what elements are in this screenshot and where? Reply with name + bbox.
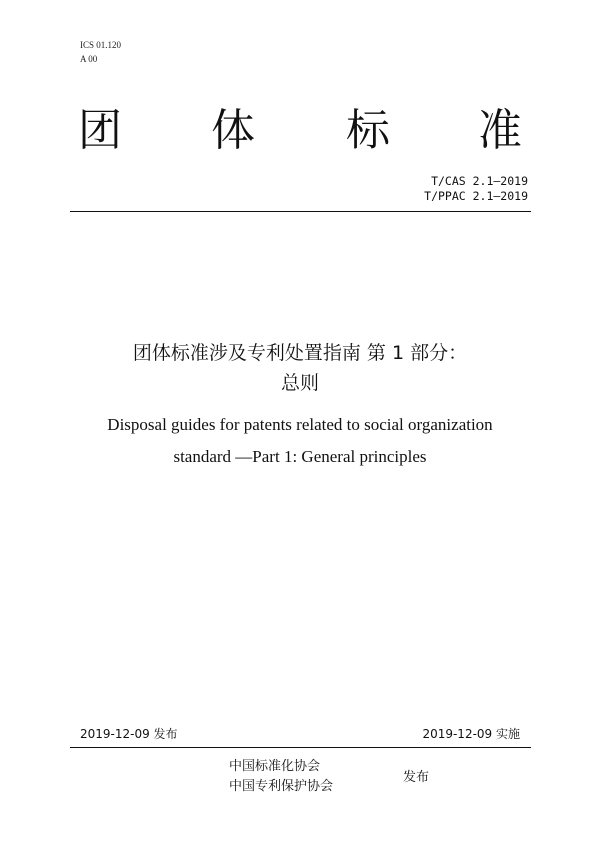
issue-date: 2019-12-09 发布 [80, 727, 178, 741]
title-english-line2: standard —Part 1: General principles [173, 447, 427, 466]
title-chinese-line1: 团体标准涉及专利处置指南 第 1 部分： [132, 342, 468, 364]
publisher-org-2: 中国专利保护协会 [229, 779, 334, 794]
standard-type-heading [78, 103, 530, 163]
standard-number-ppac: T/PPAC 2.1—2019 [424, 189, 528, 203]
top-divider [70, 211, 531, 212]
standard-type-char: 准 [478, 105, 522, 156]
standard-type-char: 标 [346, 105, 390, 156]
implementation-date: 2019-12-09 实施 [422, 727, 520, 741]
title-english-line1: Disposal guides for patents related to social organization [107, 415, 493, 434]
standard-number-cas: T/CAS 2.1—2019 [431, 174, 528, 188]
standard-numbers [424, 174, 528, 204]
ccs-code: A 00 [80, 54, 98, 64]
standard-type-char: 体 [211, 105, 255, 156]
title-chinese-line2: 总则 [280, 372, 319, 394]
ics-code: ICS 01.120 [80, 40, 122, 50]
standard-type-char: 团 [78, 105, 122, 156]
classification-codes [80, 38, 121, 66]
publish-label: 发布 [403, 770, 430, 785]
bottom-divider [70, 747, 531, 748]
publisher-org-1: 中国标准化协会 [229, 759, 321, 774]
